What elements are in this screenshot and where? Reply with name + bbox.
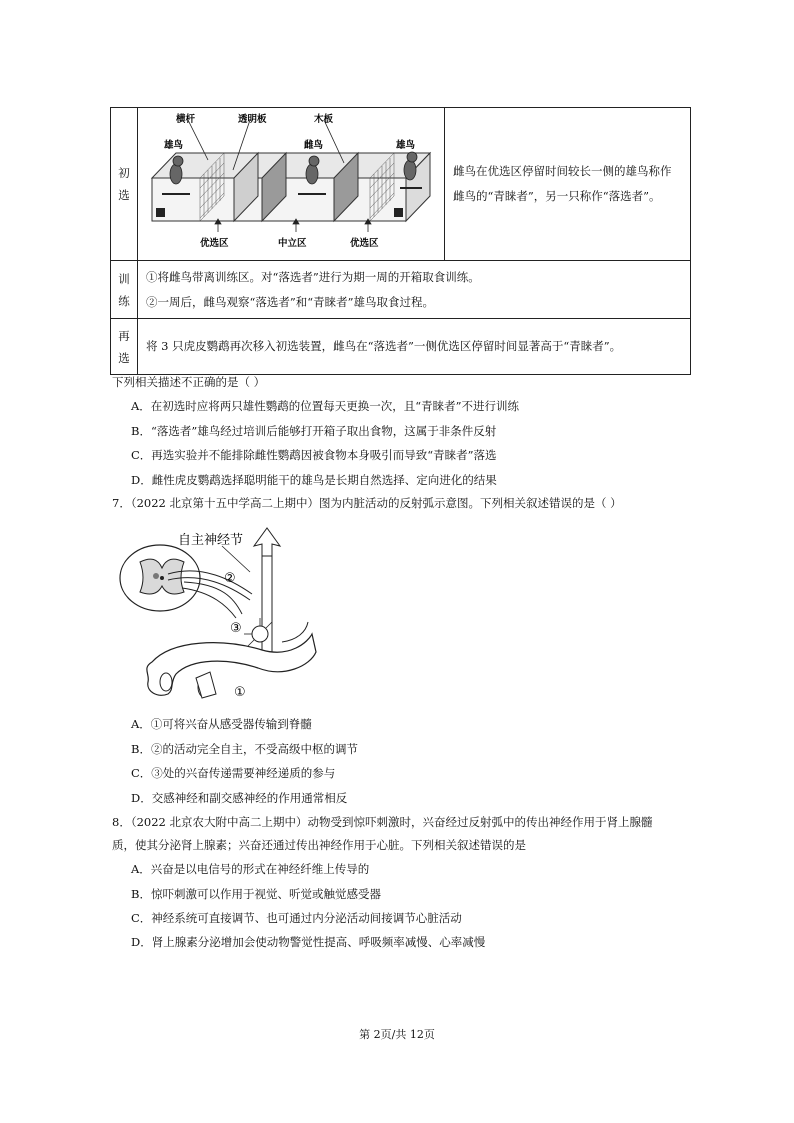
stage-label: 训练 [111,261,138,319]
reflex-arc-figure [112,522,322,708]
fig-label-cineao: 雌鸟 [304,140,324,151]
table-row [111,319,691,375]
fig-label-ganglion: 自主神经节 [178,533,244,548]
fig-label-hengan: 横杆 [176,114,196,125]
q6-option-a: A．在初选时应将两只雄性鹦鹉的位置每天更换一次，且“青睐者”不进行训练 [131,399,520,413]
initial-selection-description: 雌鸟在优选区停留时间较长一侧的雄鸟称作 雌鸟的“青睐者”，另一只称作“落选者”。 [445,108,691,261]
fig-label-1: ① [234,685,246,700]
fig-label-zhongli: 中立区 [278,238,307,249]
stage-label: 初选 [111,108,138,261]
fig-label-3: ③ [230,621,242,636]
fig-label-youxuan-left: 优选区 [200,238,229,249]
q7-option-d: D．交感神经和副交感神经的作用通常相反 [131,791,348,805]
stage-label: 再选 [111,319,138,375]
apparatus-figure-cell [138,108,445,261]
fig-label-youxuan-right: 优选区 [350,238,379,249]
q8-option-b: B．惊吓刺激可以作用于视觉、听觉或触觉感受器 [131,887,381,901]
q6-option-b: B．“落选者”雄鸟经过培训后能够打开箱子取出食物，这属于非条件反射 [131,424,497,438]
fig-label-2: ② [224,571,236,586]
experiment-table [110,107,691,375]
q6-option-d: D．雌性虎皮鹦鹉选择聪明能干的雄鸟是长期自然选择、定向进化的结果 [131,473,497,487]
q7-option-b: B．②的活动完全自主，不受高级中枢的调节 [131,742,358,756]
fig-label-muban: 木板 [314,114,334,125]
q7-option-c: C．③处的兴奋传递需要神经递质的参与 [131,766,336,780]
fig-label-xiongniao-left: 雄鸟 [164,140,184,151]
table-row [111,261,691,319]
q8-stem-line-2: 质，使其分泌肾上腺素；兴奋还通过传出神经作用于心脏。下列相关叙述错误的是 [112,838,526,852]
q8-stem-line-1: 8．（2022 北京农大附中高二上期中）动物受到惊吓刺激时，兴奋经过反射弧中的传出神经作用于肾上腺髓 [112,815,653,829]
q7-stem: 7．（2022 北京第十五中学高二上期中）图为内脏活动的反射弧示意图。下列相关叙述错误的是（ ） [112,496,622,510]
q8-option-c: C．神经系统可直接调节、也可通过内分泌活动间接调节心脏活动 [131,911,462,925]
bird-apparatus-figure [138,108,444,257]
q8-option-d: D．肾上腺素分泌增加会使动物警觉性提高、呼吸频率减慢、心率减慢 [131,935,486,949]
q6-stem: 下列相关描述不正确的是（ ） [112,375,266,389]
table-row [111,108,691,261]
q6-option-c: C．再选实验并不能排除雌性鹦鹉因被食物本身吸引而导致“青睐者”落选 [131,448,497,462]
fig-label-xiongniao-right: 雄鸟 [396,140,416,151]
q7-option-a: A．①可将兴奋从感受器传输到脊髓 [131,717,312,731]
training-description: ①将雌鸟带离训练区。对“落选者”进行为期一周的开箱取食训练。 ②一周后，雌鸟观察“落选者”和“青睐者”雄鸟取食过程。 [138,261,691,319]
q8-option-a: A．兴奋是以电信号的形式在神经纤维上传导的 [131,862,370,876]
reselection-description: 将 3 只虎皮鹦鹉再次移入初选装置，雌鸟在“落选者”一侧优选区停留时间显著高于“青睐者”。 [138,319,691,375]
fig-label-touming: 透明板 [238,114,267,125]
page-footer: 第 2页/共 12页 [359,1028,435,1041]
